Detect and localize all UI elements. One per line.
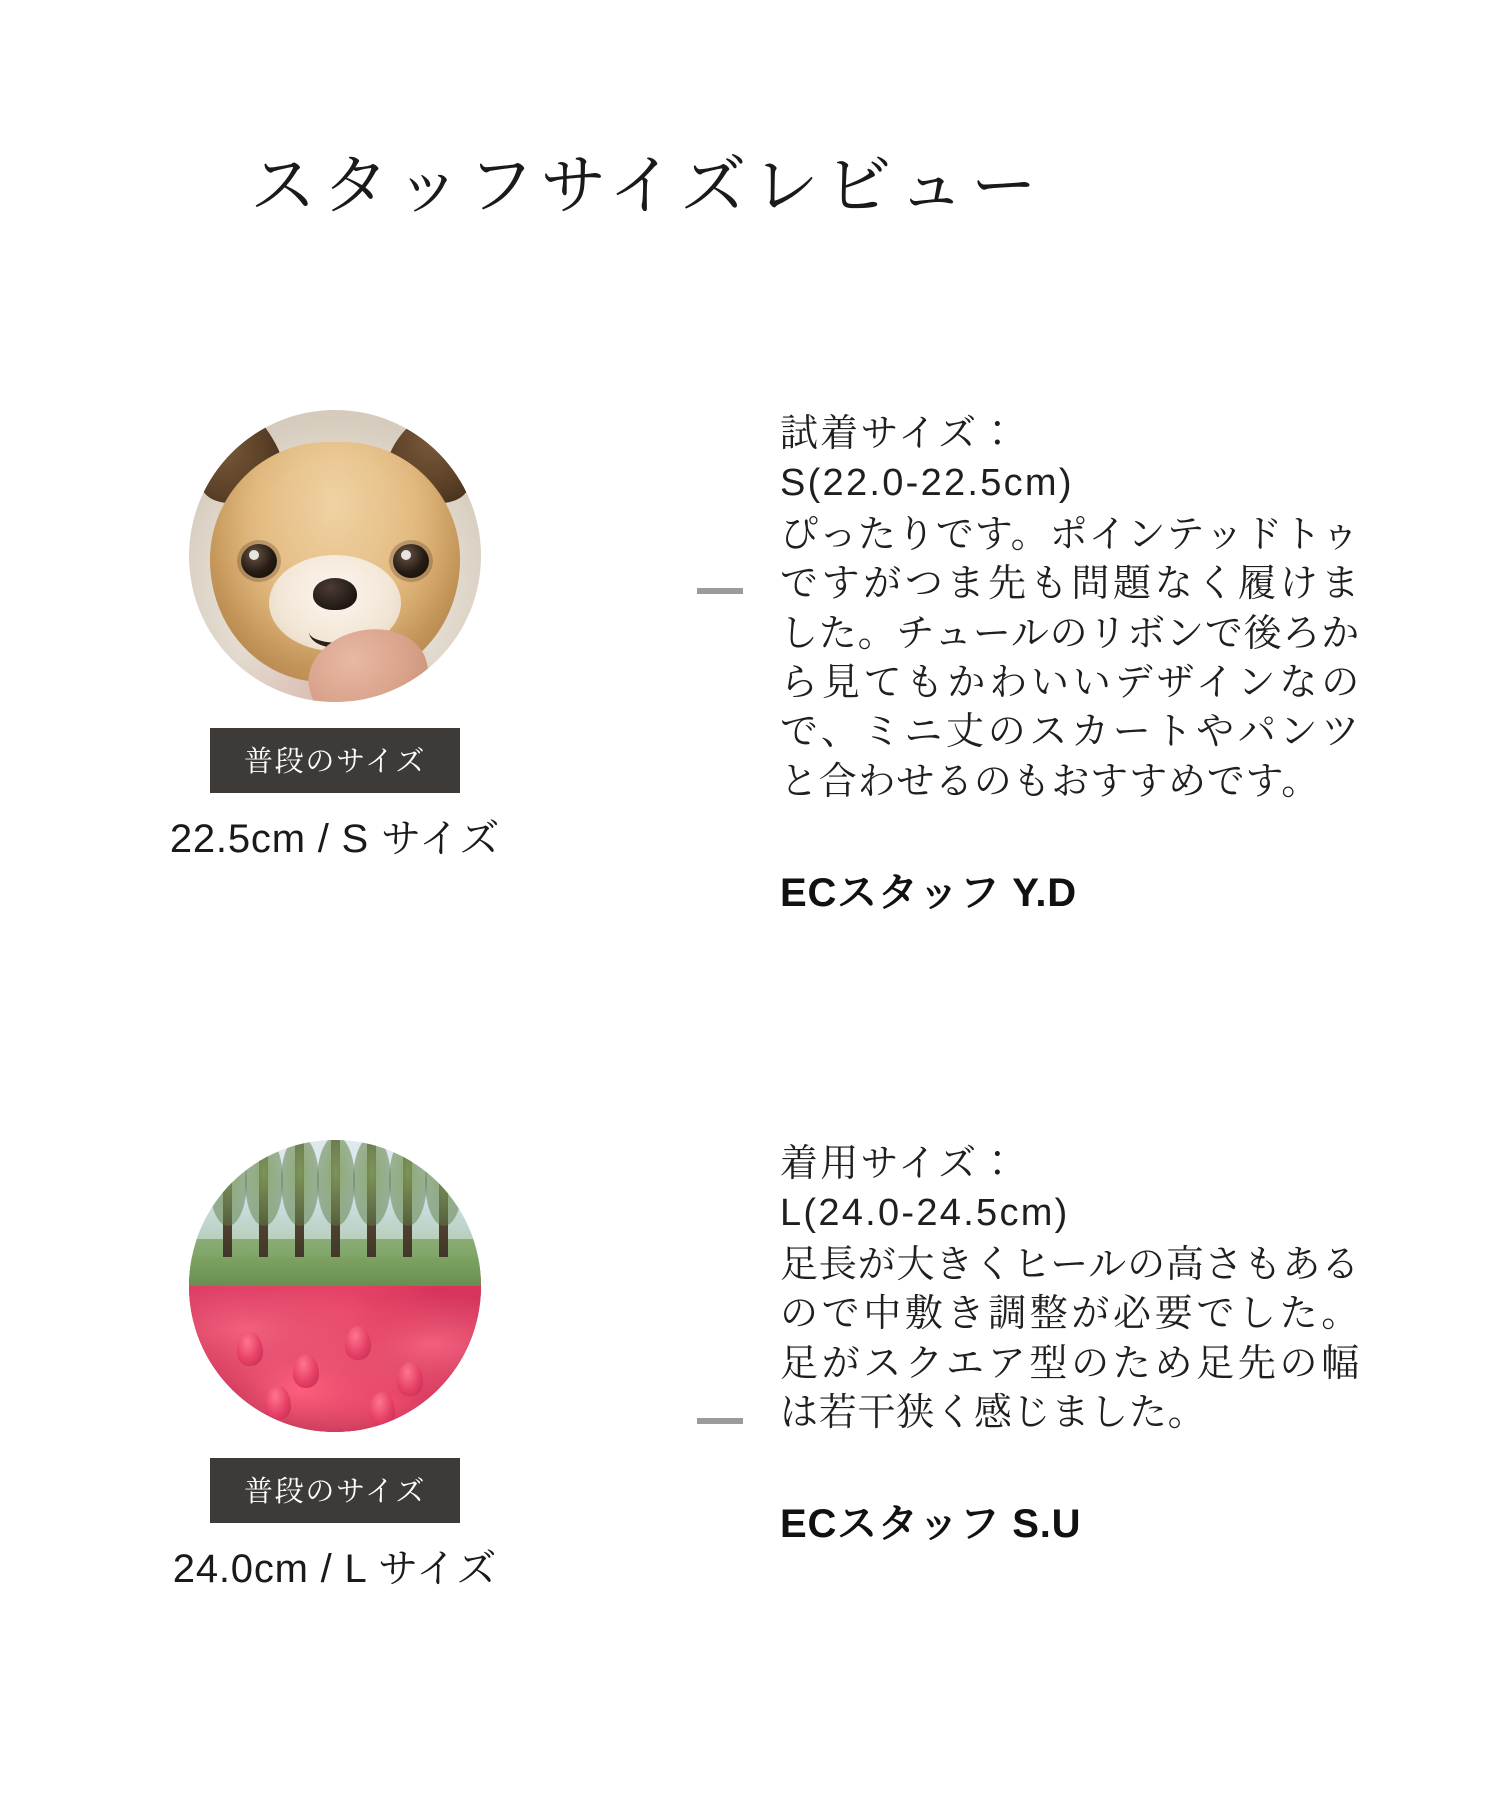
tree-icon: [403, 1140, 412, 1268]
usual-size-badge: 普段のサイズ: [210, 728, 460, 793]
usual-size-badge: 普段のサイズ: [210, 1458, 460, 1523]
tree-icon: [367, 1140, 376, 1268]
tulip-icon: [237, 1332, 263, 1366]
page-title: スタッフサイズレビュー: [250, 148, 1044, 223]
divider: [660, 1140, 780, 1424]
staff-name: ECスタッフ Y.D: [780, 871, 1077, 916]
divider: [660, 410, 780, 594]
tree-icon: [331, 1140, 340, 1268]
tulip-field-icon: [189, 1286, 481, 1432]
tulip-icon: [293, 1354, 319, 1388]
reviewer-profile: [0, 410, 660, 864]
review-text-column: [780, 1140, 1380, 1549]
review-text-column: [780, 410, 1380, 918]
tree-icon: [295, 1140, 304, 1268]
tree-icon: [223, 1140, 232, 1268]
dog-nose-icon: [313, 578, 357, 610]
usual-size-value: 22.5cm / S サイズ: [169, 817, 501, 861]
tree-icon: [259, 1140, 268, 1268]
tulip-icon: [345, 1326, 371, 1360]
fit-size-label: 着用サイズ：: [780, 1143, 1019, 1185]
dash-icon: [697, 1418, 743, 1424]
tulip-icon: [265, 1386, 291, 1420]
fit-size-value: L(24.0-24.5cm): [780, 1192, 1070, 1235]
usual-size-value: 24.0cm / L サイズ: [172, 1547, 498, 1591]
reviewer-profile: [0, 1140, 660, 1594]
tulip-field-avatar: [189, 1140, 481, 1432]
staff-name: ECスタッフ S.U: [780, 1502, 1082, 1547]
fit-size-label: 試着サイズ：: [780, 413, 1019, 455]
review-block: [0, 1140, 1500, 1594]
review-body: ぴったりです。ポインテッドトゥですがつま先も問題なく履けました。チュールのリボンで後ろから見てもかわいいデザインなので、ミニ丈のスカートやパンツと合わせるのもおすすめです。: [780, 513, 1360, 803]
review-block: [0, 410, 1500, 918]
dash-icon: [697, 588, 743, 594]
tree-icon: [439, 1140, 448, 1268]
fit-size-value: S(22.0-22.5cm): [780, 462, 1074, 505]
dog-portrait-avatar: [189, 410, 481, 702]
review-body: 足長が大きくヒールの高さもあるので中敷き調整が必要でした。足がスクエア型のため足先の幅は若干狭く感じました。: [780, 1243, 1360, 1434]
tulip-icon: [369, 1392, 395, 1426]
tulip-icon: [397, 1362, 423, 1396]
